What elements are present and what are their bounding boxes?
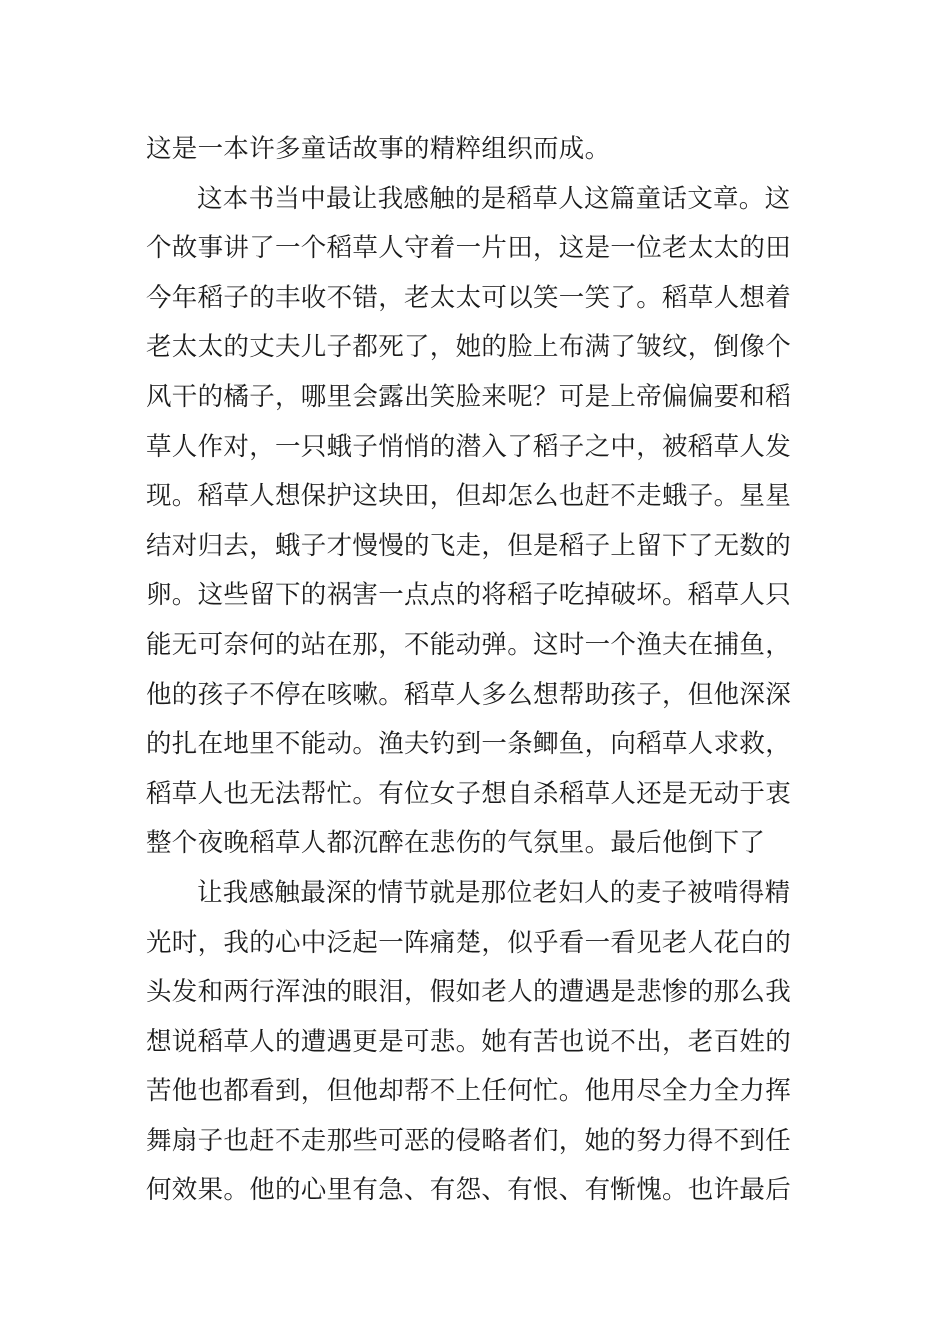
text-line: 苦他也都看到，但他却帮不上任何忙。他用尽全力全力挥 (146, 1076, 792, 1107)
text-line: 整个夜晚稻草人都沉醉在悲伤的气氛里。最后他倒下了 (146, 828, 766, 859)
text-line: 今年稻子的丰收不错，老太太可以笑一笑了。稻草人想着 (146, 282, 792, 313)
text-line: 他的孩子不停在咳嗽。稻草人多么想帮助孩子，但他深深 (146, 679, 792, 710)
text-line: 草人作对，一只蛾子悄悄的潜入了稻子之中，被稻草人发 (146, 431, 792, 462)
text-line: 这是一本许多童话故事的精粹组织而成。 (146, 134, 611, 164)
text-line: 能无可奈何的站在那，不能动弹。这时一个渔夫在捕鱼， (146, 629, 792, 660)
text-line: 个故事讲了一个稻草人守着一片田，这是一位老太太的田 (146, 233, 792, 264)
text-line: 光时，我的心中泛起一阵痛楚，似乎看一看见老人花白的 (146, 927, 792, 958)
text-line: 老太太的丈夫儿子都死了，她的脸上布满了皱纹，倒像个 (146, 332, 792, 363)
text-line: 舞扇子也赶不走那些可恶的侵略者们，她的努力得不到任 (146, 1125, 792, 1156)
text-line: 风干的橘子，哪里会露出笑脸来呢？可是上帝偏偏要和稻 (146, 381, 792, 412)
text-line: 何效果。他的心里有急、有怨、有恨、有惭愧。也许最后 (146, 1175, 792, 1206)
text-line: 头发和两行浑浊的眼泪，假如老人的遭遇是悲惨的那么我 (146, 977, 792, 1008)
text-line: 现。稻草人想保护这块田，但却怎么也赶不走蛾子。星星 (146, 481, 792, 512)
text-line: 卵。这些留下的祸害一点点的将稻子吃掉破坏。稻草人只 (146, 580, 792, 611)
text-line: 想说稻草人的遭遇更是可悲。她有苦也说不出，老百姓的 (146, 1026, 792, 1057)
text-line: 让我感触最深的情节就是那位老妇人的麦子被啃得精 (197, 877, 791, 908)
body-text (146, 125, 816, 1216)
text-line: 的扎在地里不能动。渔夫钓到一条鲫鱼，向稻草人求救， (146, 729, 792, 760)
text-line: 结对归去，蛾子才慢慢的飞走，但是稻子上留下了无数的 (146, 530, 792, 561)
text-line: 这本书当中最让我感触的是稻草人这篇童话文章。这 (197, 183, 791, 214)
text-line: 稻草人也无法帮忙。有位女子想自杀稻草人还是无动于衷 (146, 778, 792, 809)
